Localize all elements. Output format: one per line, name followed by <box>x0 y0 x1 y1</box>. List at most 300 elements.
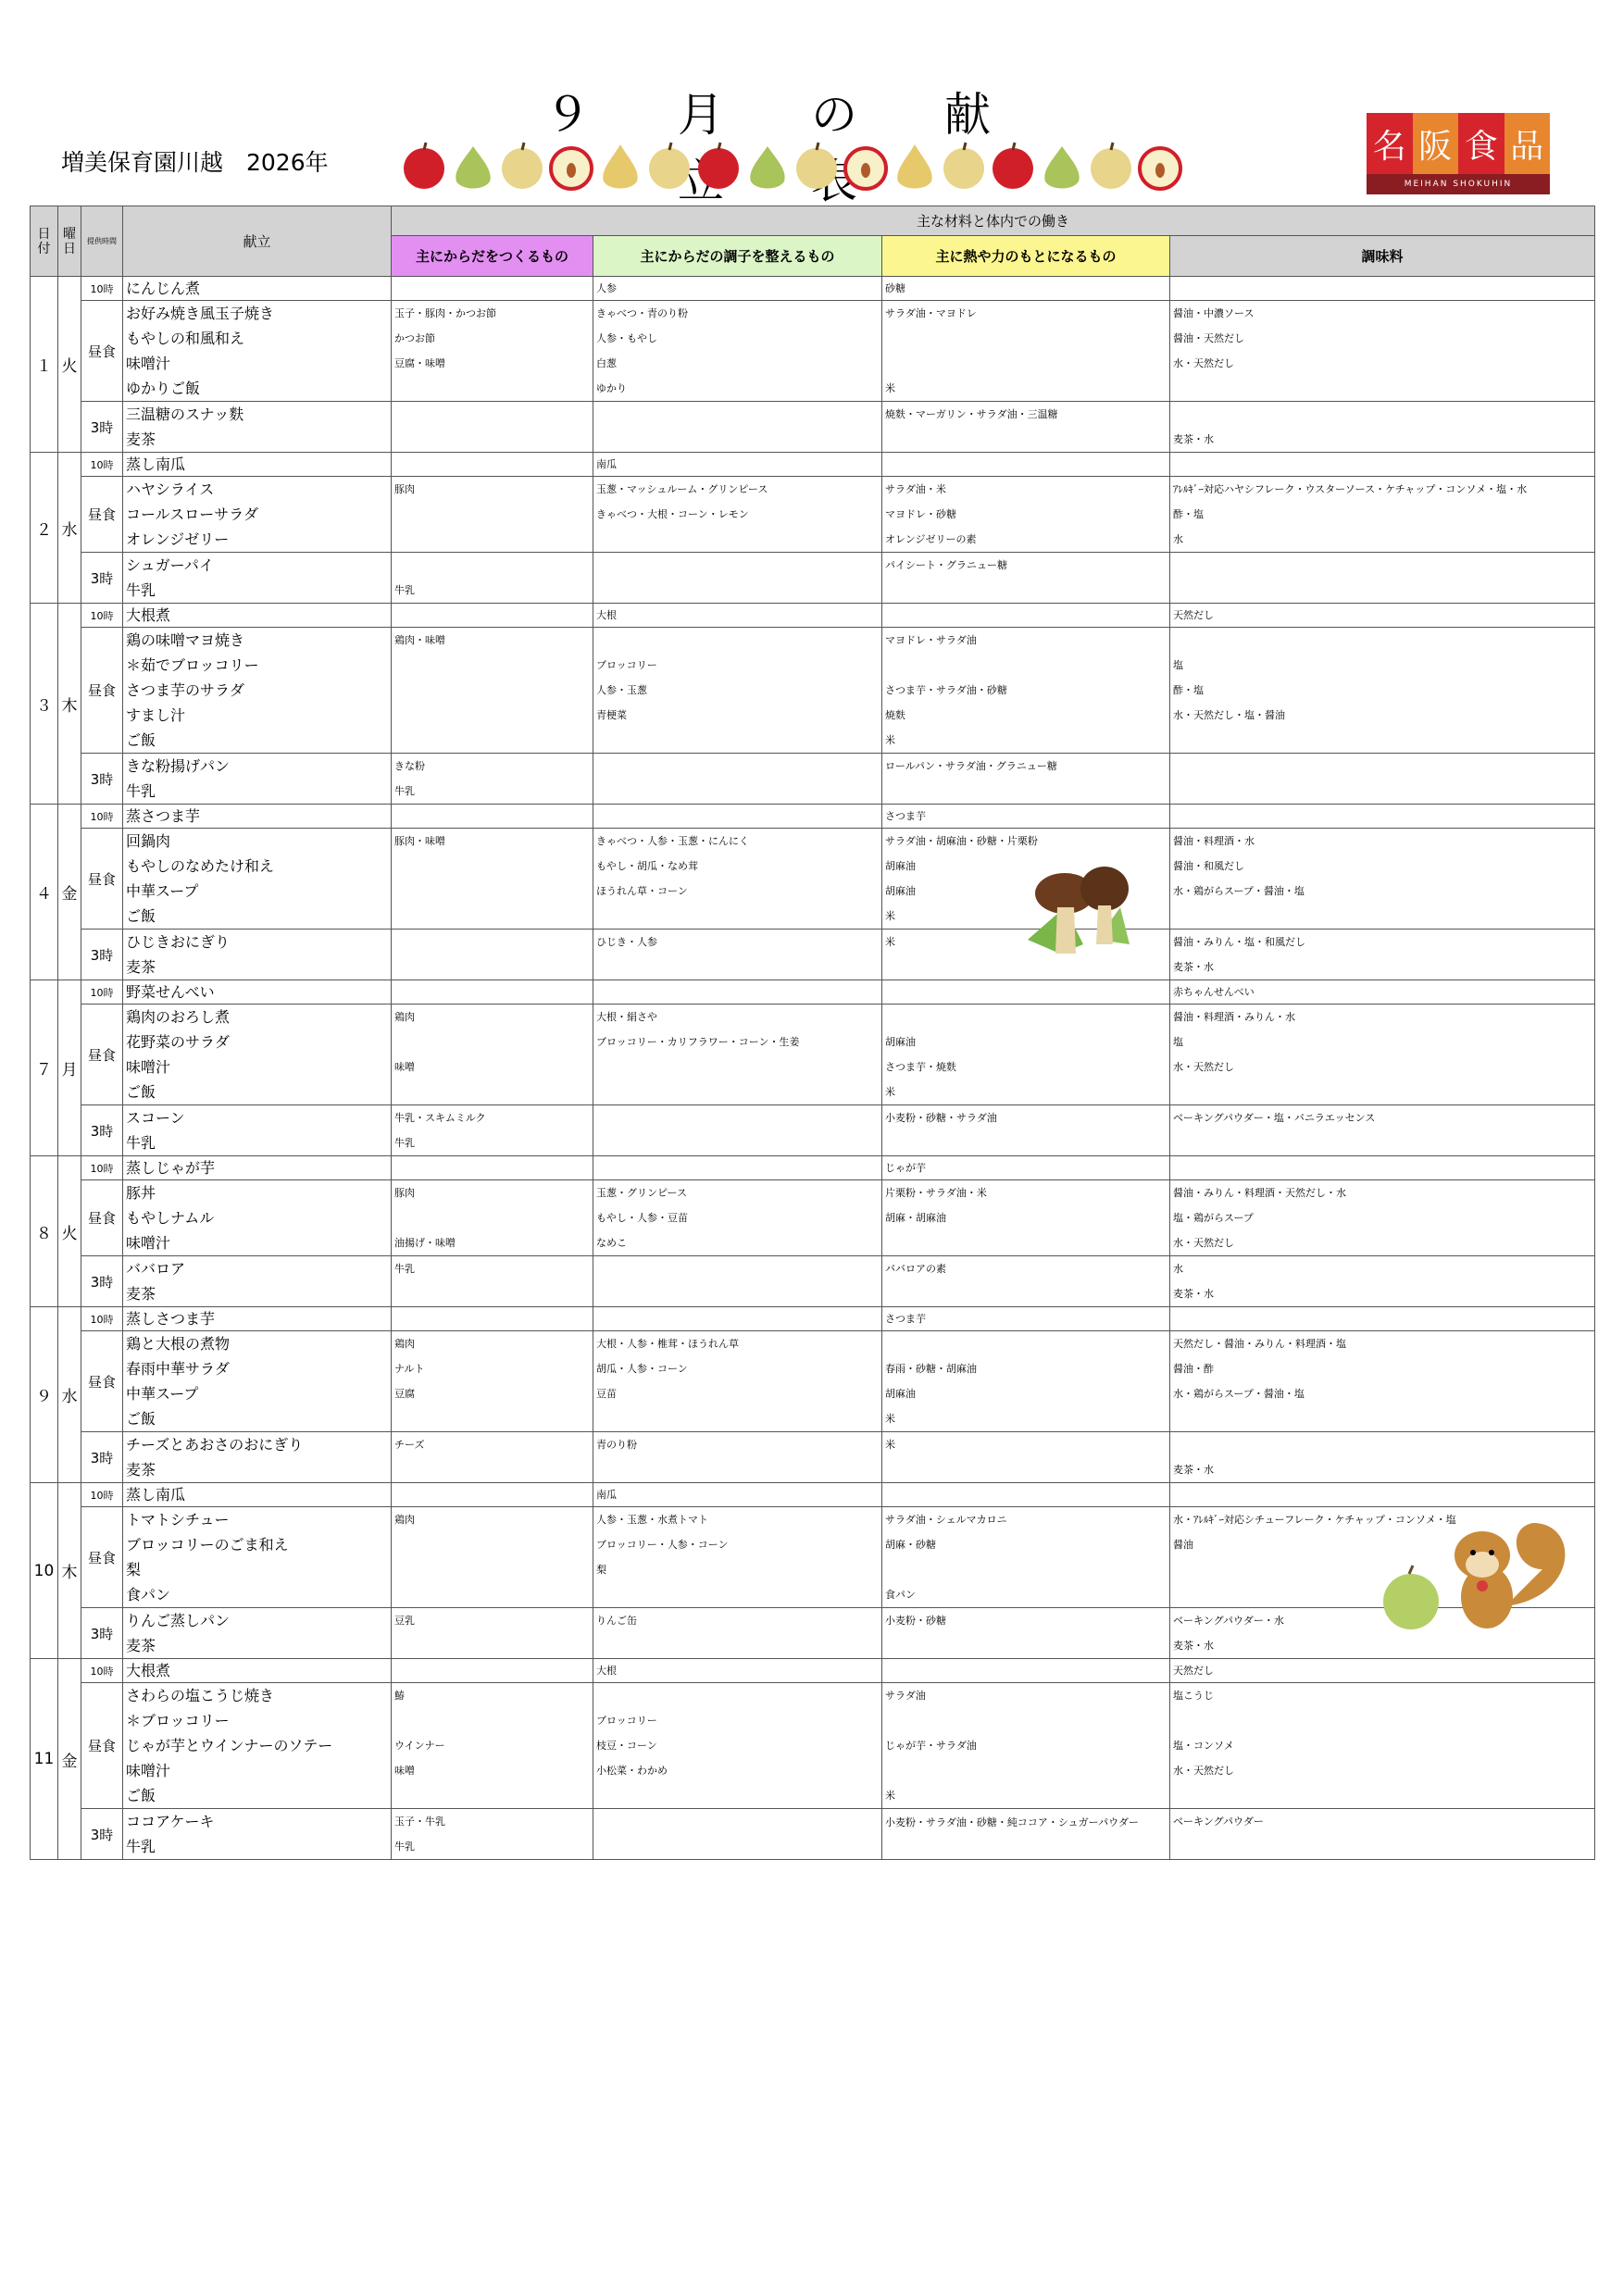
menu-cell <box>123 754 392 805</box>
ingredient-cell-cond <box>593 1809 882 1860</box>
ingredient-text: 豚肉 <box>394 483 415 495</box>
serving-time: 10時 <box>81 604 123 628</box>
header-seasoning: 調味料 <box>1170 236 1595 277</box>
ingredient-text: 醤油・和風だし <box>1173 860 1244 872</box>
ingredient-cell-energy <box>882 277 1170 301</box>
ingredient-text: 塩 <box>1173 659 1183 671</box>
ingredient-cell-energy <box>882 604 1170 628</box>
ingredient-cell-energy <box>882 453 1170 477</box>
ingredient-cell-body <box>392 477 593 553</box>
ingredient-cell-cond <box>593 553 882 604</box>
dish-name: 野菜せんべい <box>126 982 215 1001</box>
ingredient-text <box>885 427 1167 452</box>
ingredient-text: 鶏肉・味噌 <box>394 634 445 646</box>
dish-name: ＊ブロッコリー <box>126 1712 230 1729</box>
ingredient-text <box>394 454 590 476</box>
ingredient-text: なめこ <box>596 1237 627 1249</box>
ingredient-text: 赤ちゃんせんべい <box>1173 985 1255 998</box>
menu-cell <box>123 1683 392 1809</box>
ingredient-text: もやし・人参・豆苗 <box>596 1212 688 1224</box>
ingredient-text: 塩こうじ <box>1173 1690 1214 1702</box>
ingredient-text: 白葱 <box>596 357 617 369</box>
weekday: 金 <box>58 1659 81 1860</box>
ingredient-cell-season <box>1170 402 1595 453</box>
ingredient-cell-season <box>1170 301 1595 402</box>
ingredient-text: 米 <box>885 1439 895 1451</box>
ingredient-text: ゆかり <box>596 382 627 394</box>
ingredient-text: りんご缶 <box>596 1615 637 1627</box>
dish-name: コールスローサラダ <box>126 505 259 523</box>
weekday: 火 <box>58 1156 81 1307</box>
dish-name: 鶏肉のおろし煮 <box>126 1008 231 1026</box>
ingredient-cell-body <box>392 1483 593 1507</box>
ingredient-text <box>885 1331 1167 1356</box>
ingredient-cell-energy <box>882 1180 1170 1256</box>
ingredient-text <box>394 703 590 728</box>
ingredient-cell-cond <box>593 1180 882 1256</box>
ingredient-text <box>885 1828 1167 1853</box>
weekday: 水 <box>58 1307 81 1483</box>
ingredient-text <box>885 578 1167 603</box>
ingredient-text: さつま芋・サラダ油・砂糖 <box>885 684 1007 696</box>
menu-row <box>31 1683 1595 1809</box>
ingredient-text: サラダ油 <box>885 1690 926 1702</box>
ingredient-text: ウインナー <box>394 1740 445 1752</box>
ingredient-text: 麦茶・水 <box>1173 1464 1214 1476</box>
menu-row <box>31 805 1595 829</box>
ingredient-text <box>394 879 590 904</box>
dish-name: 蒸し南瓜 <box>126 1485 186 1504</box>
header-weekday: 曜日 <box>58 206 81 277</box>
ingredient-text <box>394 427 590 452</box>
ingredient-text <box>1173 904 1592 929</box>
weekday: 月 <box>58 980 81 1156</box>
ingredient-cell-body <box>392 301 593 402</box>
serving-time: 3時 <box>81 1608 123 1659</box>
menu-row <box>31 1004 1595 1105</box>
ingredient-cell-season <box>1170 1683 1595 1809</box>
menu-row <box>31 1483 1595 1507</box>
dish-name: 味噌汁 <box>126 1234 171 1252</box>
weekday: 木 <box>58 1483 81 1659</box>
ingredient-text: 青梗菜 <box>596 709 627 721</box>
weekday: 木 <box>58 604 81 805</box>
menu-cell <box>123 477 392 553</box>
serving-time: 3時 <box>81 402 123 453</box>
dish-name: ババロア <box>126 1260 186 1278</box>
menu-cell <box>123 628 392 754</box>
ingredient-cell-cond <box>593 402 882 453</box>
menu-row <box>31 1307 1595 1331</box>
ingredient-text <box>1173 1079 1592 1104</box>
ingredient-text: さつま芋・焼麩 <box>885 1061 956 1073</box>
ingredient-text: 豆腐・味噌 <box>394 357 445 369</box>
ingredient-cell-energy <box>882 1683 1170 1809</box>
ingredient-text: 米 <box>885 1086 895 1098</box>
ingredient-text <box>394 1532 590 1557</box>
ingredient-cell-cond <box>593 1331 882 1432</box>
ingredient-text: 鶏肉 <box>394 1011 415 1023</box>
ingredient-text <box>1173 779 1592 804</box>
ingredient-cell-energy <box>882 1809 1170 1860</box>
ingredient-cell-season <box>1170 1256 1595 1307</box>
ingredient-cell-body <box>392 553 593 604</box>
ingredient-cell-season <box>1170 477 1595 553</box>
ingredient-cell-season <box>1170 553 1595 604</box>
serving-time: 10時 <box>81 1483 123 1507</box>
dish-name: 食パン <box>126 1586 171 1603</box>
serving-time: 昼食 <box>81 301 123 402</box>
ingredient-text: 小麦粉・砂糖 <box>885 1615 946 1627</box>
ingredient-text <box>1173 578 1592 603</box>
ingredient-text: 豆腐 <box>394 1388 415 1400</box>
ingredient-text: 鶏肉 <box>394 1338 415 1350</box>
ingredient-text <box>394 1079 590 1104</box>
ingredient-text: 胡麻油 <box>885 1388 916 1400</box>
ingredient-text <box>885 326 1167 351</box>
serving-time: 3時 <box>81 754 123 805</box>
ingredient-text: 米 <box>885 1413 895 1425</box>
ingredient-text: ブロッコリー <box>596 1715 657 1727</box>
ingredient-text: ひじき・人参 <box>596 936 657 948</box>
ingredient-cell-body <box>392 1004 593 1105</box>
ingredient-text <box>596 805 879 828</box>
ingredient-cell-body <box>392 980 593 1004</box>
ingredient-cell-season <box>1170 1432 1595 1483</box>
serving-time: 3時 <box>81 553 123 604</box>
menu-row <box>31 754 1595 805</box>
ingredient-text: 水・天然だし <box>1173 1061 1234 1073</box>
ingredient-text: 天然だし <box>1173 1664 1214 1677</box>
ingredient-text: 醤油・みりん・塩・和風だし <box>1173 936 1305 948</box>
menu-cell <box>123 1432 392 1483</box>
ingredient-text: 醤油・中濃ソース <box>1173 307 1255 319</box>
ingredient-text: 麦茶・水 <box>1173 1640 1214 1652</box>
ingredient-cell-season <box>1170 1156 1595 1180</box>
ingredient-text: ババロアの素 <box>885 1263 946 1275</box>
dish-name: 回鍋肉 <box>126 832 171 850</box>
ingredient-text <box>596 1130 879 1155</box>
ingredient-text <box>596 1079 879 1104</box>
ingredient-text: 胡麻油 <box>885 1036 916 1048</box>
logo-char: 品 <box>1504 113 1551 174</box>
ingredient-text <box>596 1406 879 1431</box>
ingredient-text <box>394 1308 590 1330</box>
ingredient-text <box>596 1809 879 1834</box>
ingredient-text: マヨドレ・砂糖 <box>885 508 956 520</box>
dish-name: 麦茶 <box>126 1285 156 1303</box>
ingredient-text: 牛乳 <box>394 584 415 596</box>
ingredient-text <box>596 1256 879 1281</box>
ingredient-cell-body <box>392 930 593 980</box>
ingredient-text <box>885 351 1167 376</box>
menu-row <box>31 1256 1595 1307</box>
menu-cell <box>123 277 392 301</box>
ingredient-text <box>596 1157 879 1179</box>
dish-name: スコーン <box>126 1109 185 1127</box>
menu-cell <box>123 1307 392 1331</box>
ingredient-cell-cond <box>593 1307 882 1331</box>
ingredient-text: パイシート・グラニュー糖 <box>885 559 1007 571</box>
menu-row <box>31 628 1595 754</box>
ingredient-text <box>885 1708 1167 1733</box>
ingredient-text: サラダ油・シェルマカロニ <box>885 1514 1007 1526</box>
dish-name: ご飯 <box>126 907 156 925</box>
menu-row <box>31 1608 1595 1659</box>
ingredient-cell-body <box>392 604 593 628</box>
ingredient-text: きな粉 <box>394 760 425 772</box>
ingredient-text: 水・鶏がらスープ・醤油・塩 <box>1173 885 1305 897</box>
logo-char: 食 <box>1464 127 1498 166</box>
ingredient-cell-cond <box>593 628 882 754</box>
serving-time: 昼食 <box>81 1331 123 1432</box>
dish-name: ゆかりご飯 <box>126 380 201 397</box>
ingredient-text <box>394 1406 590 1431</box>
ingredient-text: 塩 <box>1173 1036 1183 1048</box>
ingredient-cell-season <box>1170 1307 1595 1331</box>
ingredient-text <box>394 553 590 578</box>
serving-time: 10時 <box>81 980 123 1004</box>
ingredient-text <box>1173 376 1592 401</box>
ingredient-cell-cond <box>593 1507 882 1608</box>
dish-name: さわらの塩こうじ焼き <box>126 1687 275 1704</box>
ingredient-text: 牛乳・スキムミルク <box>394 1112 486 1124</box>
ingredient-text: 人参・もやし <box>596 332 657 344</box>
ingredient-text <box>1173 728 1592 753</box>
ingredient-text: かつお節 <box>394 332 435 344</box>
dish-name: 麦茶 <box>126 958 156 976</box>
ingredient-text <box>596 955 879 980</box>
ingredient-cell-season <box>1170 1105 1595 1156</box>
ingredient-text: サラダ油・米 <box>885 483 946 495</box>
menu-row <box>31 402 1595 453</box>
dish-name: ひじきおにぎり <box>126 933 231 951</box>
ingredient-cell-cond <box>593 277 882 301</box>
ingredient-text <box>394 904 590 929</box>
menu-cell <box>123 604 392 628</box>
ingredient-text: 醤油・料理酒・水 <box>1173 835 1255 847</box>
menu-cell <box>123 1483 392 1507</box>
header-menu: 献立 <box>123 206 392 277</box>
ingredient-text <box>394 1660 590 1682</box>
ingredient-text <box>394 805 590 828</box>
ingredient-cell-season <box>1170 453 1595 477</box>
ingredient-text <box>596 402 879 427</box>
ingredient-cell-body <box>392 1809 593 1860</box>
ingredient-text: 大根 <box>596 1664 617 1677</box>
menu-cell <box>123 301 392 402</box>
menu-cell <box>123 1180 392 1256</box>
ingredient-text <box>596 1834 879 1859</box>
ingredient-text <box>596 1633 879 1658</box>
ingredient-cell-cond <box>593 1105 882 1156</box>
ingredient-text <box>885 779 1167 804</box>
ingredient-text <box>394 1633 590 1658</box>
ingredient-text <box>596 427 879 452</box>
ingredient-text: 玉子・牛乳 <box>394 1816 445 1828</box>
serving-time: 3時 <box>81 1809 123 1860</box>
dish-name: りんご蒸しパン <box>126 1612 231 1629</box>
ingredient-cell-season <box>1170 805 1595 829</box>
dish-name: ＊茹でブロッコリー <box>126 656 259 674</box>
serving-time: 昼食 <box>81 829 123 930</box>
ingredient-text: マヨドレ・サラダ油 <box>885 634 977 646</box>
ingredient-text: 青のり粉 <box>596 1439 637 1451</box>
ingredient-text: 醤油・酢 <box>1173 1363 1214 1375</box>
day-number: ２ <box>31 453 58 604</box>
ingredient-text <box>1173 754 1592 779</box>
header-energy: 主に熱や力のもとになるもの <box>882 236 1170 277</box>
ingredient-text <box>596 728 879 753</box>
ingredient-cell-cond <box>593 980 882 1004</box>
weekday: 火 <box>58 277 81 453</box>
ingredient-cell-body <box>392 628 593 754</box>
ingredient-text: 牛乳 <box>394 1263 415 1275</box>
ingredient-text: 小麦粉・砂糖・サラダ油 <box>885 1112 997 1124</box>
ingredient-text: オレンジゼリーの素 <box>885 533 977 545</box>
serving-time: 10時 <box>81 1307 123 1331</box>
dish-name: 麦茶 <box>126 1461 156 1479</box>
menu-cell <box>123 1004 392 1105</box>
ingredient-cell-cond <box>593 1432 882 1483</box>
dish-name: 花野菜のサラダ <box>126 1033 230 1051</box>
ingredient-text: チーズ <box>394 1439 425 1451</box>
ingredient-text: 天然だし・醤油・みりん・料理酒・塩 <box>1173 1338 1346 1350</box>
ingredient-text <box>1173 1708 1592 1733</box>
menu-row <box>31 1432 1595 1483</box>
ingredient-text <box>394 376 590 401</box>
ingredient-text: 人参・玉葱 <box>596 684 647 696</box>
ingredient-cell-body <box>392 453 593 477</box>
ingredient-cell-cond <box>593 1483 882 1507</box>
ingredient-text: 枝豆・コーン <box>596 1740 657 1752</box>
day-number: ４ <box>31 805 58 980</box>
ingredient-cell-cond <box>593 1256 882 1307</box>
dish-name: 味噌汁 <box>126 1762 171 1779</box>
ingredient-text: サラダ油・マヨドレ <box>885 307 977 319</box>
header-day: 日付 <box>31 206 58 277</box>
squirrel-illustration <box>1367 1504 1579 1634</box>
serving-time: 3時 <box>81 1105 123 1156</box>
dish-name: 牛乳 <box>126 1838 156 1855</box>
dish-name: ご飯 <box>126 731 156 749</box>
ingredient-text: もやし・胡瓜・なめ茸 <box>596 860 698 872</box>
ingredient-text: 片栗粉・サラダ油・米 <box>885 1187 987 1199</box>
ingredient-text: 酢・塩 <box>1173 684 1204 696</box>
menu-row <box>31 301 1595 402</box>
ingredient-text <box>394 678 590 703</box>
ingredient-cell-season <box>1170 1809 1595 1860</box>
dish-name: 鶏と大根の煮物 <box>126 1335 231 1353</box>
ingredient-text: 砂糖 <box>885 281 905 294</box>
ingredient-cell-cond <box>593 1608 882 1659</box>
dish-name: もやしナムル <box>126 1209 215 1227</box>
ingredient-text: 米 <box>885 936 895 948</box>
ingredient-text <box>394 1205 590 1230</box>
ingredient-text: サラダ油・胡麻油・砂糖・片栗粉 <box>885 835 1038 847</box>
dish-name: 三温糖のスナッ麩 <box>126 406 244 423</box>
dish-name: 味噌汁 <box>126 355 171 372</box>
weekday: 水 <box>58 453 81 604</box>
dish-name: 牛乳 <box>126 782 156 800</box>
ingredient-text: 水 <box>1173 1263 1183 1275</box>
ingredient-text <box>394 1783 590 1808</box>
ingredient-cell-energy <box>882 1105 1170 1156</box>
ingredient-text <box>1173 628 1592 653</box>
ingredient-text <box>596 628 879 653</box>
ingredient-text: 春雨・砂糖・胡麻油 <box>885 1363 977 1375</box>
serving-time: 昼食 <box>81 1180 123 1256</box>
ingredient-text <box>596 1281 879 1306</box>
dish-name: トマトシチュー <box>126 1511 230 1529</box>
ingredient-text: 胡麻・胡麻油 <box>885 1212 946 1224</box>
ingredient-text: 米 <box>885 1790 895 1802</box>
dish-name: シュガーパイ <box>126 556 214 574</box>
ingredient-cell-energy <box>882 628 1170 754</box>
ingredient-text <box>596 1783 879 1808</box>
ingredient-text <box>885 653 1167 678</box>
ingredient-text: 小麦粉・サラダ油・砂糖・純ココア・シュガーパウダー <box>885 1816 1140 1828</box>
serving-time: 昼食 <box>81 1683 123 1809</box>
ingredient-text <box>394 1029 590 1054</box>
ingredient-cell-energy <box>882 980 1170 1004</box>
ingredient-cell-season <box>1170 930 1595 980</box>
ingredient-cell-cond <box>593 604 882 628</box>
ingredient-text: 胡瓜・人参・コーン <box>596 1363 688 1375</box>
ingredient-text: 醤油・料理酒・みりん・水 <box>1173 1011 1295 1023</box>
ingredient-text: ブロッコリー・人参・コーン <box>596 1539 729 1551</box>
ingredient-text: 水・天然だし <box>1173 1237 1234 1249</box>
menu-row <box>31 930 1595 980</box>
ingredient-text: 食パン <box>885 1589 916 1601</box>
ingredient-text: ほうれん草・コーン <box>596 885 688 897</box>
menu-cell <box>123 1608 392 1659</box>
menu-row <box>31 453 1595 477</box>
ingredient-cell-energy <box>882 754 1170 805</box>
ingredient-cell-energy <box>882 1659 1170 1683</box>
ingredient-text: 牛乳 <box>394 1841 415 1853</box>
ingredient-text <box>1173 1783 1592 1808</box>
school-name: 増美保育園川越 2026年 <box>61 149 329 176</box>
ingredient-text: 胡麻油 <box>885 885 916 897</box>
dish-name: にんじん煮 <box>126 279 201 297</box>
ingredient-text <box>885 1281 1167 1306</box>
ingredient-text: 玉葱・グリンピース <box>596 1187 688 1199</box>
menu-cell <box>123 829 392 930</box>
dish-name: ご飯 <box>126 1410 156 1428</box>
ingredient-text: きゃべつ・大根・コーン・レモン <box>596 508 749 520</box>
menu-row <box>31 980 1595 1004</box>
menu-row <box>31 829 1595 930</box>
ingredient-cell-energy <box>882 477 1170 553</box>
logo-char: 阪 <box>1413 113 1459 174</box>
ingredient-text <box>885 1660 1167 1682</box>
ingredient-text: ベーキングパウダー・水 <box>1173 1615 1284 1627</box>
dish-name: 大根煮 <box>126 1661 171 1679</box>
ingredient-cell-body <box>392 277 593 301</box>
menu-cell <box>123 453 392 477</box>
fruit-decoration <box>400 137 1196 193</box>
ingredient-cell-body <box>392 1507 593 1608</box>
dish-name: ココアケーキ <box>126 1813 215 1830</box>
ingredient-text: 梨 <box>596 1564 606 1576</box>
ingredient-text: ブロッコリー <box>596 659 657 671</box>
ingredient-text <box>885 1004 1167 1029</box>
ingredient-text <box>885 1758 1167 1783</box>
ingredient-text: 胡麻油 <box>885 860 916 872</box>
ingredient-cell-body <box>392 1608 593 1659</box>
ingredient-text <box>1173 805 1592 828</box>
